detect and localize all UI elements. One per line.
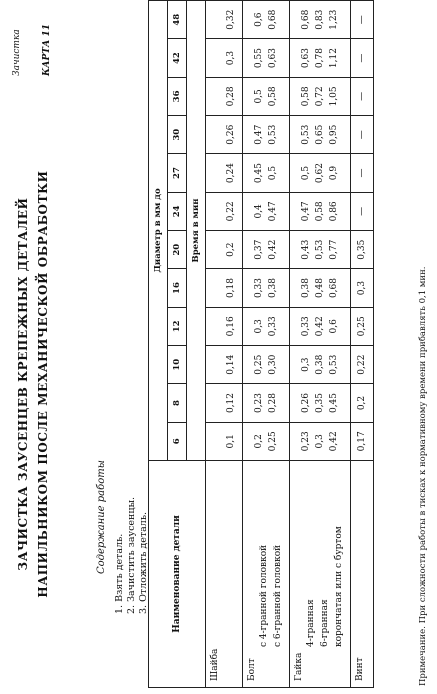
time-value: 0,6	[329, 319, 339, 334]
time-value: 0,24	[226, 163, 236, 184]
time-value: 0,6	[254, 12, 264, 27]
item-label: корончатая или с буртом	[334, 526, 344, 647]
time-value: 0,23	[301, 431, 311, 452]
part-name	[351, 461, 374, 688]
time-value: 0,5	[301, 165, 311, 181]
time-value: 0,33	[268, 316, 278, 337]
time-value: 0,95	[329, 124, 339, 145]
diameter-cell: 24	[168, 192, 187, 230]
time-cell	[243, 1, 290, 39]
table-row	[243, 1, 290, 688]
time-value: 1,23	[329, 9, 339, 30]
time-value: 0,43	[301, 239, 311, 260]
content-heading: Содержание работы	[96, 460, 107, 574]
card-header	[6, 0, 76, 82]
time-cell	[206, 346, 243, 384]
time-value: 0,14	[226, 354, 236, 375]
time-cell	[206, 116, 243, 154]
time-value: 0,17	[357, 431, 367, 452]
card-number: КАРТА 11	[42, 24, 52, 76]
table-row	[290, 1, 351, 688]
time-value: 0,53	[268, 124, 278, 145]
time-cell	[351, 154, 374, 192]
time-value: 0,22	[226, 201, 236, 222]
time-value: 0,78	[315, 48, 325, 69]
time-value: 0,18	[226, 278, 236, 299]
time-cell	[243, 269, 290, 307]
time-cell	[206, 154, 243, 192]
time-cell	[243, 39, 290, 77]
diameter-cell: 27	[168, 154, 187, 192]
time-cell	[243, 77, 290, 115]
item-label: с 4-гранной головкой	[259, 544, 269, 647]
time-value: 0,25	[268, 431, 278, 452]
table-body	[206, 1, 374, 688]
time-value: 0,35	[315, 392, 325, 414]
time-value: 0,68	[268, 9, 278, 30]
time-cell	[206, 231, 243, 269]
time-cell	[351, 307, 374, 345]
time-value: 0,32	[226, 9, 236, 30]
time-value: 0,9	[329, 165, 339, 181]
time-value: 0,63	[301, 48, 311, 69]
time-value: 0,47	[301, 201, 311, 222]
time-value: 1,05	[329, 86, 339, 107]
time-value: 0,65	[315, 124, 325, 145]
time-cell	[243, 346, 290, 384]
time-value: 0,23	[254, 392, 264, 414]
time-value: 0,12	[226, 392, 236, 414]
title-line-1: ЗАЧИСТКА ЗАУСЕНЦЕВ КРЕПЕЖНЫХ ДЕТАЛЕЙ	[16, 197, 30, 571]
time-cell	[351, 231, 374, 269]
time-value: 0,47	[254, 124, 264, 145]
part-name	[243, 461, 290, 688]
time-value: 0,26	[301, 392, 311, 414]
diameter-cell: 6	[168, 422, 187, 460]
time-cell	[290, 116, 351, 154]
time-value: 0,38	[268, 278, 278, 299]
time-value: 0,28	[226, 86, 236, 107]
step-1: 1. Взять деталь.	[114, 533, 125, 614]
time-cell	[290, 39, 351, 77]
time-value: 0,3	[254, 319, 264, 334]
time-cell	[290, 1, 351, 39]
item-label: с 6-гранной головкой	[273, 544, 283, 647]
item-label: 4-гранная	[306, 599, 316, 647]
time-value: 0,33	[254, 278, 264, 299]
time-cell	[351, 269, 374, 307]
time-value: 0,33	[301, 316, 311, 337]
diameter-cell: 36	[168, 77, 187, 115]
time-cell	[290, 192, 351, 230]
time-cell	[206, 422, 243, 460]
time-cell	[243, 384, 290, 422]
time-value: 0,42	[315, 316, 325, 337]
time-cell	[290, 231, 351, 269]
step-2: 2. Зачистить заусенцы.	[126, 496, 137, 614]
time-value: —	[357, 168, 367, 178]
time-cell	[206, 39, 243, 77]
time-value: 0,83	[315, 9, 325, 30]
time-value: 0,53	[329, 354, 339, 375]
time-cell	[351, 39, 374, 77]
time-cell	[206, 77, 243, 115]
time-value: 0,68	[301, 9, 311, 30]
time-cell	[351, 116, 374, 154]
time-value: 0,58	[268, 86, 278, 107]
time-value: 0,5	[254, 89, 264, 104]
time-value: 0,4	[254, 204, 264, 219]
time-cell	[243, 422, 290, 460]
time-value: 0,25	[254, 354, 264, 375]
time-value: 0,38	[315, 354, 325, 375]
time-cell	[206, 1, 243, 39]
time-header: Время в мин	[187, 1, 206, 461]
time-cell	[290, 269, 351, 307]
footnote: Примечание. При сложности работы в тисках к нормативному времени прибавлять 0,1 мин.	[418, 266, 428, 686]
time-value: 0,30	[268, 354, 278, 375]
name-header: Наименование детали	[149, 461, 206, 688]
time-cell	[351, 77, 374, 115]
group-label: Болт	[247, 658, 257, 681]
time-cell	[243, 307, 290, 345]
time-cell	[351, 422, 374, 460]
time-cell	[290, 77, 351, 115]
time-cell	[351, 1, 374, 39]
time-value: 0,42	[329, 431, 339, 452]
time-value: —	[357, 53, 367, 63]
time-cell	[206, 307, 243, 345]
time-value: 0,47	[268, 201, 278, 222]
diameter-cell: 20	[168, 231, 187, 269]
time-value: 0,53	[301, 124, 311, 145]
time-value: 0,42	[268, 239, 278, 260]
item-label: 6-гранная	[320, 599, 330, 647]
table-row	[206, 1, 243, 688]
time-value: 0,5	[268, 165, 278, 181]
title-line-2: НАПИЛЬНИКОМ ПОСЛЕ МЕХАНИЧЕСКОЙ ОБРАБОТКИ	[36, 170, 50, 598]
time-table	[148, 0, 374, 688]
time-cell	[290, 422, 351, 460]
time-value: 0,68	[329, 278, 339, 299]
time-value: 1,12	[329, 48, 339, 69]
time-value: 0,63	[268, 48, 278, 69]
time-cell	[243, 154, 290, 192]
diameter-header: Диаметр в мм до	[149, 1, 168, 461]
time-value: 0,2	[226, 242, 236, 257]
time-value: 0,53	[315, 239, 325, 260]
time-value: 0,35	[357, 239, 367, 260]
time-value: 0,62	[315, 163, 325, 184]
diameter-cell: 8	[168, 384, 187, 422]
time-cell	[290, 307, 351, 345]
time-cell	[243, 116, 290, 154]
time-value: —	[357, 15, 367, 25]
time-value: 0,28	[268, 392, 278, 414]
time-value: 0,58	[315, 201, 325, 222]
time-cell	[243, 231, 290, 269]
time-value: —	[357, 91, 367, 101]
time-value: 0,3	[301, 357, 311, 372]
diameter-cell: 12	[168, 307, 187, 345]
time-value: 0,3	[226, 50, 236, 66]
time-value: 0,72	[315, 86, 325, 107]
group-label: Гайка	[294, 652, 304, 681]
time-value: 0,37	[254, 239, 264, 260]
diameter-cell: 42	[168, 39, 187, 77]
time-value: 0,58	[301, 86, 311, 107]
time-value: 0,38	[301, 278, 311, 299]
time-value: 0,1	[226, 434, 236, 449]
table-row	[351, 1, 374, 688]
time-cell	[351, 346, 374, 384]
time-cell	[290, 384, 351, 422]
time-value: 0,45	[254, 163, 264, 184]
time-cell	[206, 269, 243, 307]
time-value: —	[357, 206, 367, 216]
time-value: 0,3	[357, 280, 367, 296]
time-cell	[290, 154, 351, 192]
zone-label: Зачистка	[12, 29, 22, 76]
time-cell	[206, 192, 243, 230]
time-value: 0,25	[357, 316, 367, 337]
part-name	[206, 461, 243, 688]
time-value: 0,22	[357, 354, 367, 375]
time-value: —	[357, 130, 367, 140]
time-value: 0,45	[329, 392, 339, 414]
time-value: 0,2	[254, 434, 264, 449]
time-value: 0,86	[329, 201, 339, 222]
time-cell	[351, 192, 374, 230]
time-value: 0,26	[226, 124, 236, 145]
time-value: 0,16	[226, 316, 236, 337]
diameter-cell: 30	[168, 116, 187, 154]
time-cell	[351, 384, 374, 422]
time-value: 0,77	[329, 239, 339, 260]
time-value: 0,3	[315, 434, 325, 449]
part-name	[290, 461, 351, 688]
time-value: 0,55	[254, 48, 264, 69]
group-label: Винт	[355, 657, 365, 681]
time-cell	[290, 346, 351, 384]
diameter-cell: 48	[168, 1, 187, 39]
time-value: 0,48	[315, 278, 325, 299]
group-label: Шайба	[210, 648, 220, 681]
diameter-cell: 16	[168, 269, 187, 307]
step-3: 3. Отложить деталь.	[138, 511, 149, 614]
diameter-cell: 10	[168, 346, 187, 384]
time-cell	[206, 384, 243, 422]
time-cell	[243, 192, 290, 230]
time-value: 0,2	[357, 395, 367, 411]
